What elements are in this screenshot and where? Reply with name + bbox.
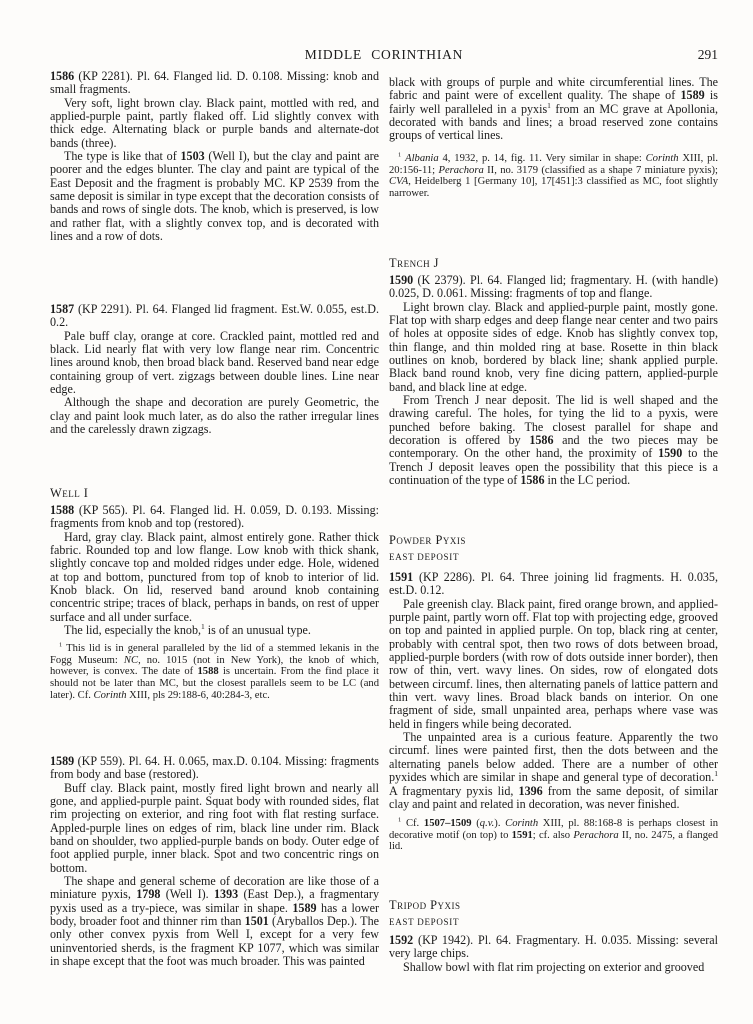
footnote	[389, 153, 718, 200]
entry-paragraph: 1589 (KP 559). Pl. 64. H. 0.065, max.D. 0.104. Missing: fragments from body and base (restored).	[50, 754, 379, 782]
footnote-paragraph: $^1$ Albania 4, 1932, p. 14, fig. 11. Very similar in shape: Corinth XIII, pl. 20:156-11; Perachora II, no. 3179 (classified as a shape 7 miniature pyxis); CVA, Heidelberg 1 [Germany 10], 17[451]:3 classified as MC, foot slightly narrower.	[389, 151, 719, 200]
section-heading-trench-j	[389, 256, 718, 271]
entry-paragraph: The lid, especially the knob,$^1$ is of an unusual type.	[64, 622, 311, 638]
footnote	[389, 818, 718, 853]
entry-paragraph: black with groups of purple and white circumferential lines. The fabric and paint were of excellent quality. The shape of 1589 is fairly well paralleled in a pyxis$^1$ from an MC grave at Apollonia, decorated with bands and lines; a broad reserved zone contains groups of vertical lines.	[389, 75, 718, 143]
section-heading-well-i	[50, 486, 379, 501]
entry-paragraph: 1588 (KP 565). Pl. 64. Flanged lid. H. 0.059, D. 0.193. Missing: fragments from knob and top (restored).	[50, 503, 379, 531]
section-subheading-label: East Deposit	[389, 549, 460, 563]
section-heading-label: Well I	[50, 486, 89, 500]
catalog-entry-1588	[50, 504, 379, 637]
entry-paragraph: From Trench J near deposit. The lid is well shaped and the drawing careful. The holes, for tying the lid to a pyxis, were punched before baking. The closest parallel for shape and decoration is offered by 1586 and the two pieces may be contemporary. On the other hand, the proximity of 1590 to the Trench J deposit leaves open the possibility that this piece is a continuation of the type of 1586 in the LC period.	[389, 393, 718, 488]
section-heading-label: Tripod Pyxis	[389, 898, 461, 912]
page-number: 291	[697, 47, 718, 62]
section-heading-tripod-pyxis	[389, 898, 718, 929]
catalog-entry-1587	[50, 303, 379, 436]
continuation-paragraph	[389, 76, 718, 143]
entry-paragraph: Hard, gray clay. Black paint, almost entirely gone. Rather thick fabric. Rounded top and low flange. Low knob with thick shank, slightly concave top and molded ridges under edge. Hole, widened at top and bottom, punctured from top of knob to interior of lid. Knob black. On lid, reserved band around knob containing concentric stripe; traces of black, perhaps in bands, on rest of upper surface and all under surface.	[50, 529, 379, 624]
section-heading-label: Trench J	[389, 256, 439, 270]
entry-paragraph: The shape and general scheme of decoration are like those of a miniature pyxis, 1798 (Well I). 1393 (East Dep.), a fragmentary pyxis used as a try-piece, was similar in shape. 1589 has a lower body, broader foot and thinner rim than 1501 (Aryballos Dep.). The only other convex pyxis from Well I, except for a very few uninventoried sherds, is the fragment KP 1077, which was similar in shape except that the foot was much broader. This was painted	[50, 874, 379, 969]
section-heading-powder-pyxis	[389, 533, 718, 564]
section-subheading-label: East Deposit	[389, 914, 460, 928]
entry-paragraph: 1590 (K 2379). Pl. 64. Flanged lid; fragmentary. H. (with handle) 0.025, D. 0.061. Missing: fragments of top and flange.	[389, 273, 718, 301]
entry-paragraph: The unpainted area is a curious feature. Apparently the two circumf. lines were painted first, then the dots between and the alternating panels below added. There are a number of other pyxides which are similar in shape and general type of decoration.$^1$ A fragmentary pyxis lid, 1396 from the same deposit, of similar clay and paint and related in decoration, was never finished.	[389, 730, 718, 811]
catalog-entry-1590	[389, 274, 718, 488]
catalog-entry-1589	[50, 755, 379, 969]
entry-paragraph: Light brown clay. Black and applied-purple paint, mostly gone. Flat top with sharp edges and deep flange near center and two pairs of holes at opposite sides of edge. Knob has slightly convex top, thin flange, and thin molded ring at base. Rosette in thin black outlines on knob, bordered by black line; shank applied purple. Black band round knob, very fine dicing pattern, applied-purple band, and black line at edge.	[389, 299, 718, 394]
entry-paragraph: 1592 (KP 1942). Pl. 64. Fragmentary. H. 0.035. Missing: several very large chips.	[389, 933, 718, 961]
entry-paragraph: 1586 (KP 2281). Pl. 64. Flanged lid. D. 0.108. Missing: knob and small fragments.	[50, 69, 379, 97]
catalog-entry-1592	[389, 934, 718, 974]
catalog-entry-1591	[389, 571, 718, 811]
entry-paragraph: Pale buff clay, orange at core. Crackled paint, mottled red and black. Lid nearly flat with very low flange near rim. Concentric lines around knob, then broad black band. Reserved band near edge containing group of vert. zigzags between double lines. Line near edge.	[50, 328, 379, 397]
entry-paragraph: Although the shape and decoration are purely Geometric, the clay and paint look much later, as do also the rather irregular lines and the carelessly drawn zigzags.	[50, 395, 379, 437]
catalog-entry-1586	[50, 70, 379, 243]
entry-paragraph: Pale greenish clay. Black paint, fired orange brown, and applied-purple paint, partly worn off. Flat top with projecting edge, grooved on top and painted in applied purple. On top, black ring at center, probably with central spot, then two rows of dots between broad, applied-purple borders (with row of dots outside inner border), then row of thin, vert. wavy lines. On sides, row of elongated dots between circumf. lines, then alternating panels of lattice pattern and thin vert. wavy lines. Broad black bands on interior. On one fragment of side, small unpainted area, perhaps where vase was held in fingers while being decorated.	[389, 596, 718, 731]
footnote-paragraph: $^1$ This lid is in general paralleled by the lid of a stemmed lekanis in the Fogg Museum: NC, no. 1015 (not in New York), the knob of which, however, is convex. The date of 1588 is uncertain. From the find place it should not be later than MC, but the closest parallels seem to be LC (and later). Cf. Corinth XIII, pls 29:188-6, 40:284-3, etc.	[50, 641, 379, 701]
entry-paragraph: Buff clay. Black paint, mostly fired light brown and nearly all gone, and applied-purple paint. Squat body with rounded sides, flat rim projecting on exterior, and ring foot with flat resting surface. Appled-purple lines on edges of rim, black line under rim. Black band on shoulder, two applied-purple bands on body. Outer edge of foot applied purple, inner black. Spot and two concentric rings on bottom.	[50, 780, 379, 875]
entry-paragraph: 1587 (KP 2291). Pl. 64. Flanged lid fragment. Est.W. 0.055, est.D. 0.2.	[50, 302, 379, 330]
footnote-paragraph: $^1$ Cf. 1507–1509 (q.v.). Corinth XIII, pl. 88:168-8 is perhaps closest in decorative motif (on top) to 1591; cf. also Perachora II, no. 2475, a flanged lid.	[389, 816, 718, 853]
entry-paragraph: Very soft, light brown clay. Black paint, mottled with red, and applied-purple paint, partly flaked off. Lid slightly convex with thick edge. Alternating black or purple bands and alternate-dot bands (three).	[50, 95, 379, 150]
entry-paragraph: 1591 (KP 2286). Pl. 64. Three joining lid fragments. H. 0.035, est.D. 0.12.	[389, 570, 718, 598]
section-heading-label: Powder Pyxis	[389, 533, 466, 547]
entry-paragraph: Shallow bowl with flat rim projecting on exterior and grooved	[403, 959, 705, 974]
entry-paragraph: The type is like that of 1503 (Well I), but the clay and paint are poorer and the edges blunter. The clay and paint are typical of the East Deposit and the fragment is probably MC. KP 2539 from the same deposit is similar in type except that the decoration consists of bands and rows of single dots. The knob, which is preserved, is low and rather flat, with a slightly convex top, and is decorated with lines and a row of dots.	[50, 149, 379, 244]
running-head: MIDDLE CORINTHIAN	[304, 47, 464, 62]
footnote	[50, 643, 379, 702]
